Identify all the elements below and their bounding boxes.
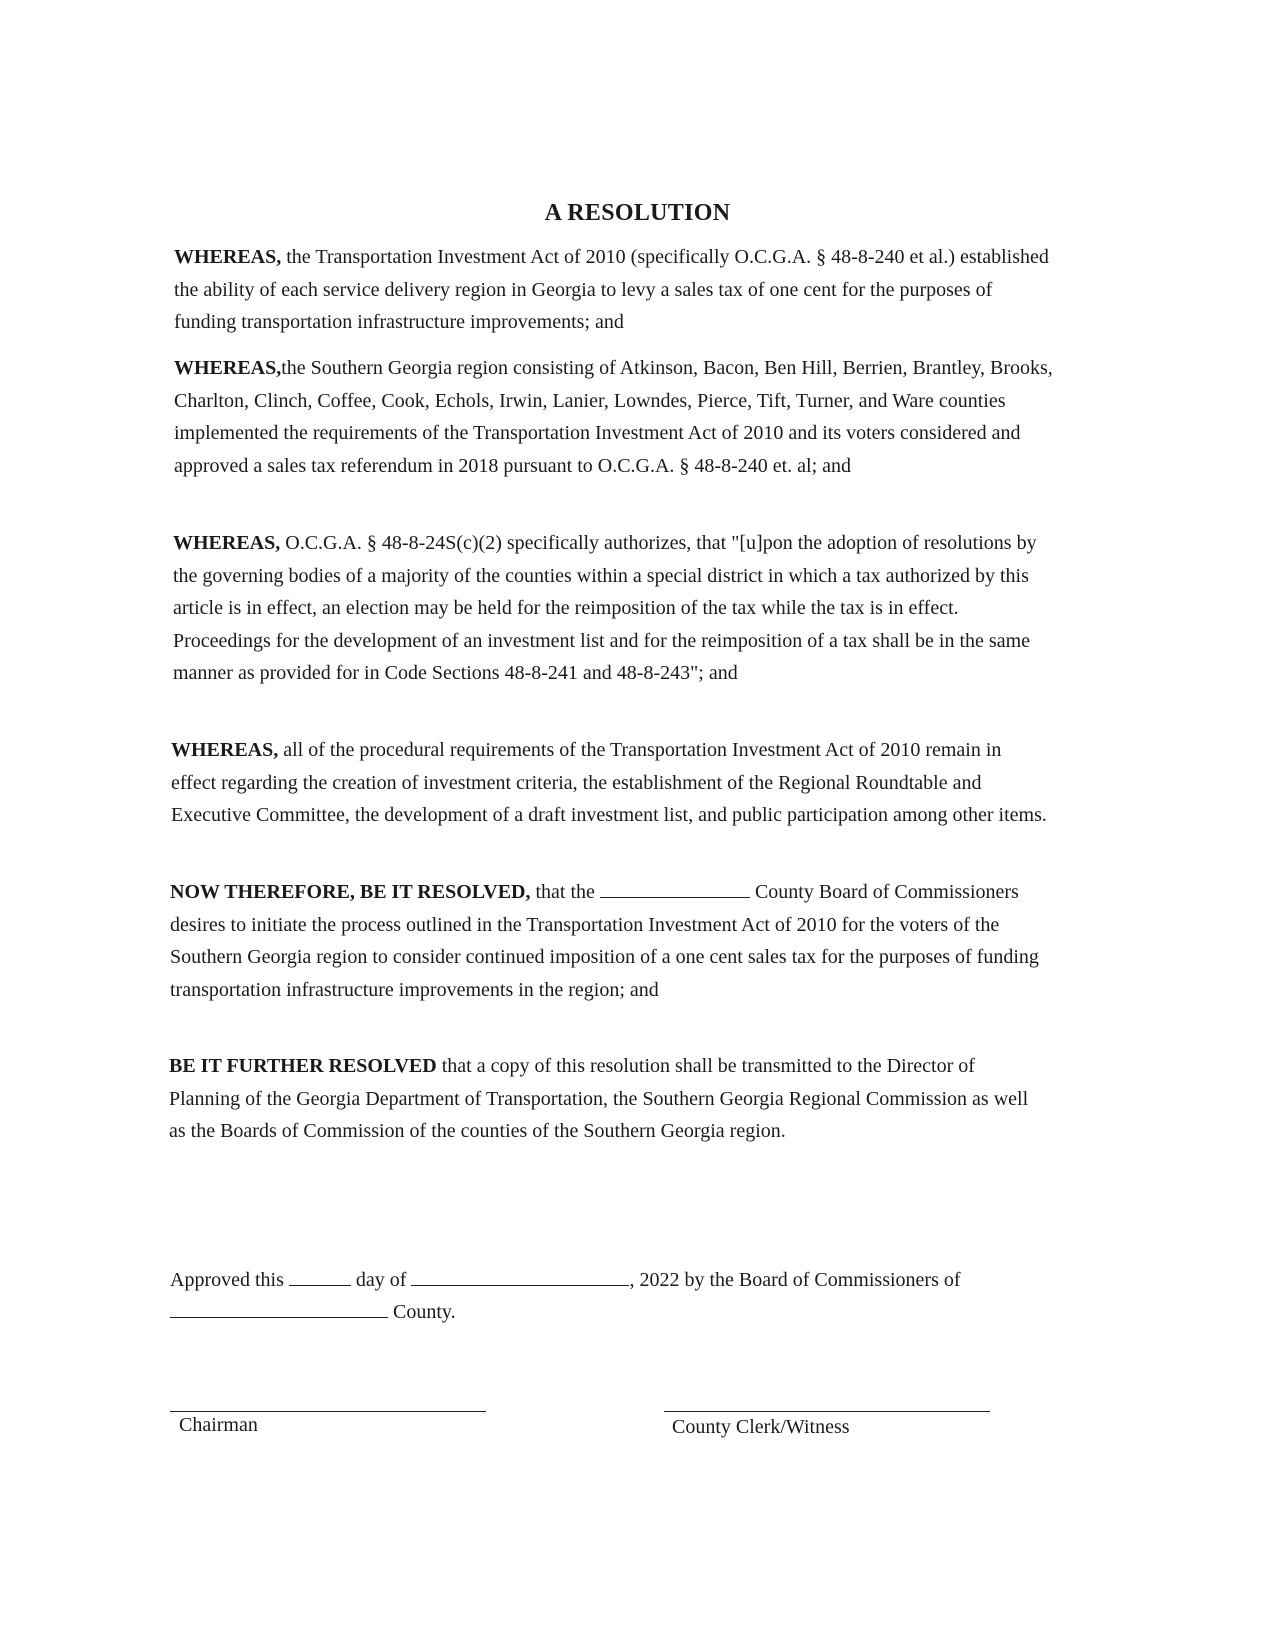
paragraph-lead: WHEREAS, [174, 357, 282, 379]
approval-text: , 2022 by the Board of Commissioners of [629, 1269, 961, 1291]
paragraph-body: the Transportation Investment Act of 2010 (specifically O.C.G.A. § 48-8-240 et al.) established the ability of each service delivery region in Georgia to levy a sales tax of one cent for the purposes of funding transportation infrastructure improvements; and [174, 246, 1049, 333]
day-blank[interactable] [289, 1267, 351, 1286]
county-name-blank[interactable] [600, 879, 750, 898]
paragraph-body: that the [530, 881, 600, 903]
paragraph-lead: WHEREAS, [173, 532, 281, 554]
document-title: A RESOLUTION [544, 200, 731, 226]
further-resolved-paragraph [169, 1050, 1049, 1148]
paragraph-body: the Southern Georgia region consisting of Atkinson, Bacon, Ben Hill, Berrien, Brantley, Brooks, Charlton, Clinch, Coffee, Cook, Echols, Irwin, Lanier, Lowndes, Pierce, Tift, Turner, and Ware counties implemented the requirements of the Transportation Investment Act of 2010 and its voters considered and approved a sales tax referendum in 2018 pursuant to O.C.G.A. § 48-8-240 et. al; and [174, 357, 1053, 477]
paragraph-body: County Board of Commissioners desires to initiate the process outlined in the Transportation Investment Act of 2010 for the voters of the Southern Georgia region to consider continued imposition of a one cent sales tax for the purposes of funding transportation infrastructure improvements in the region; and [170, 881, 1039, 1001]
approval-text: day of [350, 1269, 412, 1291]
approval-statement [170, 1264, 1070, 1328]
whereas-paragraph-1 [174, 241, 1054, 339]
chairman-signature-line[interactable] [170, 1411, 486, 1412]
approval-text: County. [388, 1301, 456, 1323]
approval-county-blank[interactable] [170, 1299, 388, 1318]
paragraph-body: all of the procedural requirements of the Transportation Investment Act of 2010 remain in effect regarding the creation of investment criteria, the establishment of the Regional Roundtable and Executive Committee, the development of a draft investment list, and public participation among other items. [171, 739, 1047, 826]
whereas-paragraph-4 [171, 734, 1051, 832]
paragraph-lead: WHEREAS, [174, 246, 282, 268]
paragraph-lead: WHEREAS, [171, 739, 279, 761]
paragraph-lead: BE IT FURTHER RESOLVED [169, 1055, 437, 1077]
month-blank[interactable] [411, 1267, 629, 1286]
approval-text: Approved this [170, 1269, 289, 1291]
paragraph-lead: NOW THEREFORE, BE IT RESOLVED, [170, 881, 531, 903]
whereas-paragraph-3 [173, 527, 1053, 690]
whereas-paragraph-2 [174, 352, 1054, 482]
paragraph-body: that a copy of this resolution shall be transmitted to the Director of Planning of the Georgia Department of Transportation, the Southern Georgia Regional Commission as well as the Boards of Commission of the counties of the Southern Georgia region. [169, 1055, 1029, 1142]
paragraph-body: O.C.G.A. § 48-8-24S(c)(2) specifically authorizes, that "[u]pon the adoption of resolutions by the governing bodies of a majority of the counties within a special district in which a tax authorized by this article is in effect, an election may be held for the reimposition of the tax while the tax is in effect. Proceedings for the development of an investment list and for the reimposition of a tax shall be in the same manner as provided for in Code Sections 48-8-241 and 48-8-243"; and [173, 532, 1037, 684]
clerk-witness-label: County Clerk/Witness [672, 1416, 850, 1438]
clerk-signature-line[interactable] [664, 1411, 990, 1412]
chairman-label: Chairman [179, 1414, 258, 1436]
now-therefore-paragraph [170, 876, 1050, 1006]
